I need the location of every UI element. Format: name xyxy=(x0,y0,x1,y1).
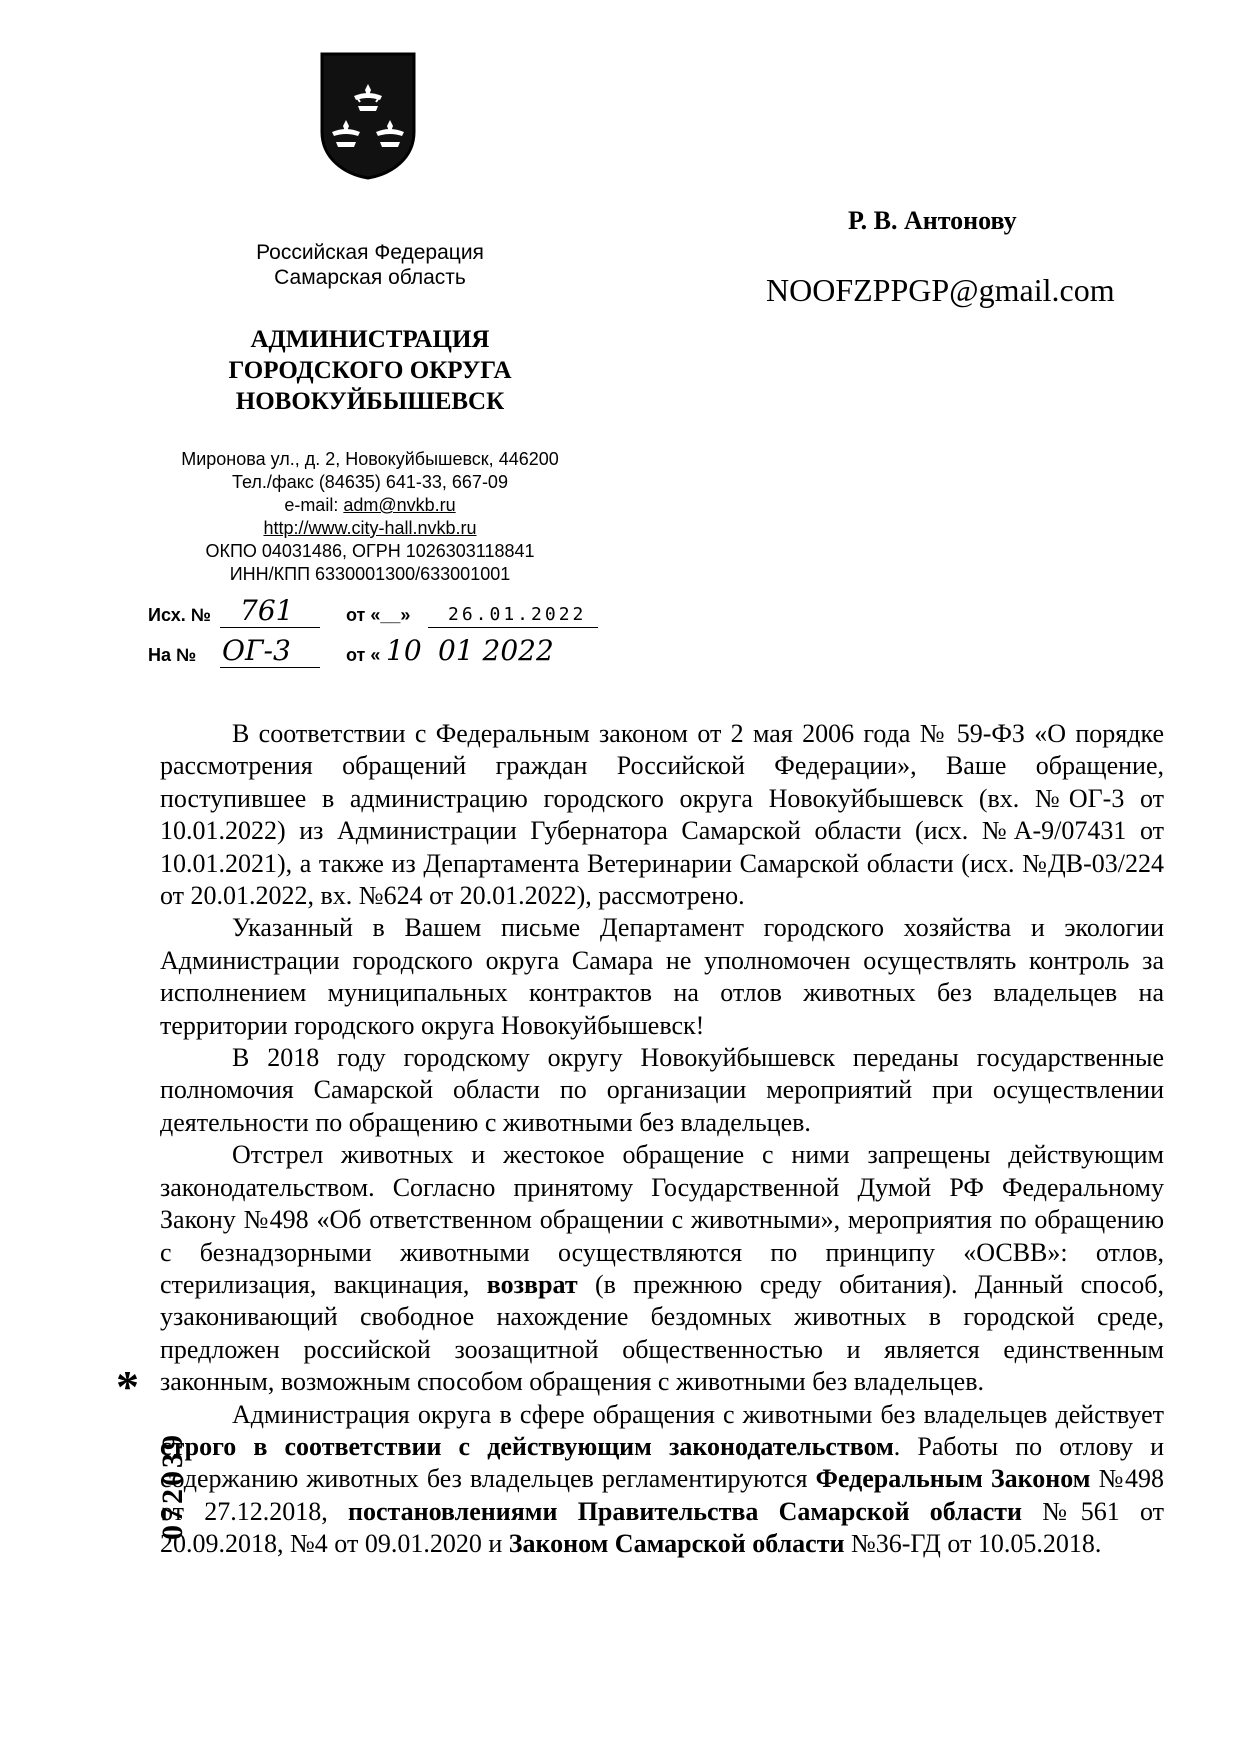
letter-body xyxy=(160,718,1164,1561)
incoming-date-handwritten: 01 2022 xyxy=(438,634,554,667)
sender-inn-kpp: ИНН/КПП 6330001300/633001001 xyxy=(229,564,511,584)
paragraph-5-part-a: Администрация округа в сфере обращения с животными без владельцев действует xyxy=(232,1399,1164,1429)
incoming-number-line xyxy=(220,667,320,668)
coat-of-arms-emblem xyxy=(318,50,418,180)
sender-organization xyxy=(130,324,610,417)
outgoing-date-stamp: 26.01.2022 xyxy=(448,604,587,625)
outgoing-number-line xyxy=(220,627,320,628)
paragraph-5-bold-4: Законом Самарской области xyxy=(508,1529,845,1559)
recipient-name: Р. В. Антонову xyxy=(848,206,1017,235)
paragraph-5 xyxy=(160,1399,1164,1561)
recipient-email: NOOFZPPGP@gmail.com xyxy=(766,272,1115,308)
sender-block xyxy=(130,240,610,586)
sender-country: Российская Федерация xyxy=(256,241,484,264)
paragraph-5-part-b: . Работы по отлову и содержанию животных без владельцев регламентируются xyxy=(160,1431,1164,1494)
org-line-1: АДМИНИСТРАЦИЯ xyxy=(250,326,490,353)
paragraph-5-bold-1: строго в соответствии с действующим законодательством xyxy=(160,1431,894,1461)
sender-region: Самарская область xyxy=(274,266,466,289)
paragraph-4-part-a: Отстрел животных и жестокое обращение с ними запрещены действующим законодательством. Согласно принятому Государственной Думой РФ Федеральному Закону №498 «Об ответственном обращении с животными», мероприятия по обращению с безнадзорными животными осуществляются по принципу «ОСВВ»: отлов, стерилизация, вакцинация, xyxy=(160,1140,1164,1299)
paragraph-1: В соответствии с Федеральным законом от 2 мая 2006 года № 59-ФЗ «О порядке рассмотрения обращений граждан Российской Федерации», Ваше обращение, поступившее в администрацию городского округа Новокуйбышевск (вх. №ОГ-3 от 10.01.2022) из Администрации Губернатора Самарской области (исх. №А-9/07431 от 10.01.2021), а также из Департамента Ветеринарии Самарской области (исх. №ДВ-03/224 от 20.01.2022, вх. №624 от 20.01.2022), рассмотрено. xyxy=(160,719,1164,911)
paragraph-5-bold-2: Федеральным Законом xyxy=(815,1464,1091,1494)
sender-email-row xyxy=(130,494,610,517)
paragraph-3: В 2018 году городскому округу Новокуйбышевск переданы государственные полномочия Самарской области по организации мероприятий при осуществлении деятельности по обращению с животными без владельцев. xyxy=(160,1043,1164,1137)
outgoing-label: Исх. № xyxy=(148,605,211,625)
sender-contacts xyxy=(130,448,610,586)
paragraph-5-bold-3: постановлениями Правительства Самарской области xyxy=(347,1496,1023,1526)
sender-phone: Тел./факс (84635) 641-33, 667-09 xyxy=(232,472,508,492)
paragraph-5-part-d: №561 от 20.09.2018, №4 от 09.01.2020 и xyxy=(160,1496,1165,1559)
margin-asterisk-mark: * xyxy=(116,1361,139,1412)
sender-address: Миронова ул., д. 2, Новокуйбышевск, 446200 xyxy=(181,449,559,469)
incoming-date-label: от « xyxy=(346,645,381,665)
outgoing-date-label: от «__» xyxy=(346,605,411,625)
outgoing-ref-row xyxy=(148,592,618,632)
paragraph-5-part-e: №36-ГД от 10.05.2018. xyxy=(850,1529,1102,1559)
sender-okpo-ogrn: ОКПО 04031486, ОГРН 1026303118841 xyxy=(205,541,535,561)
outgoing-number-handwritten: 761 xyxy=(240,594,294,627)
incoming-label: На № xyxy=(148,645,197,665)
incoming-day-handwritten: 10 xyxy=(386,634,422,667)
paragraph-4-bold: возврат xyxy=(486,1269,578,1299)
org-line-2: ГОРОДСКОГО ОКРУГА xyxy=(228,357,512,384)
paragraph-4 xyxy=(160,1139,1164,1398)
paragraph-4-part-b: (в прежнюю среду обитания). Данный способ, узаконивающий свободное нахождение бездомных животных в городской среде, предложен российской зоозащитной общественностью и является единственным законным, возможным способом обращения с животными без владельцев. xyxy=(160,1269,1165,1397)
paragraph-2: Указанный в Вашем письме Департамент городского хозяйства и экологии Администрации городского округа Самара не уполномочен осуществлять контроль за исполнением муниципальных контрактов на отлов животных без владельцев на территории городского округа Новокуйбышевск! xyxy=(160,913,1164,1040)
incoming-ref-row xyxy=(148,632,618,672)
sender-email-label: e-mail: xyxy=(284,495,339,515)
registration-references xyxy=(148,592,618,672)
outgoing-date-line xyxy=(428,627,598,628)
paragraph-5-part-c: №498 от 27.12.2018, xyxy=(160,1464,1165,1526)
sender-website-link[interactable]: http://www.city-hall.nvkb.ru xyxy=(263,518,477,538)
sender-email-link[interactable]: adm@nvkb.ru xyxy=(343,495,456,515)
org-line-3: НОВОКУЙБЫШЕВСК xyxy=(235,388,505,415)
incoming-number-handwritten: ОГ-3 xyxy=(222,634,291,667)
